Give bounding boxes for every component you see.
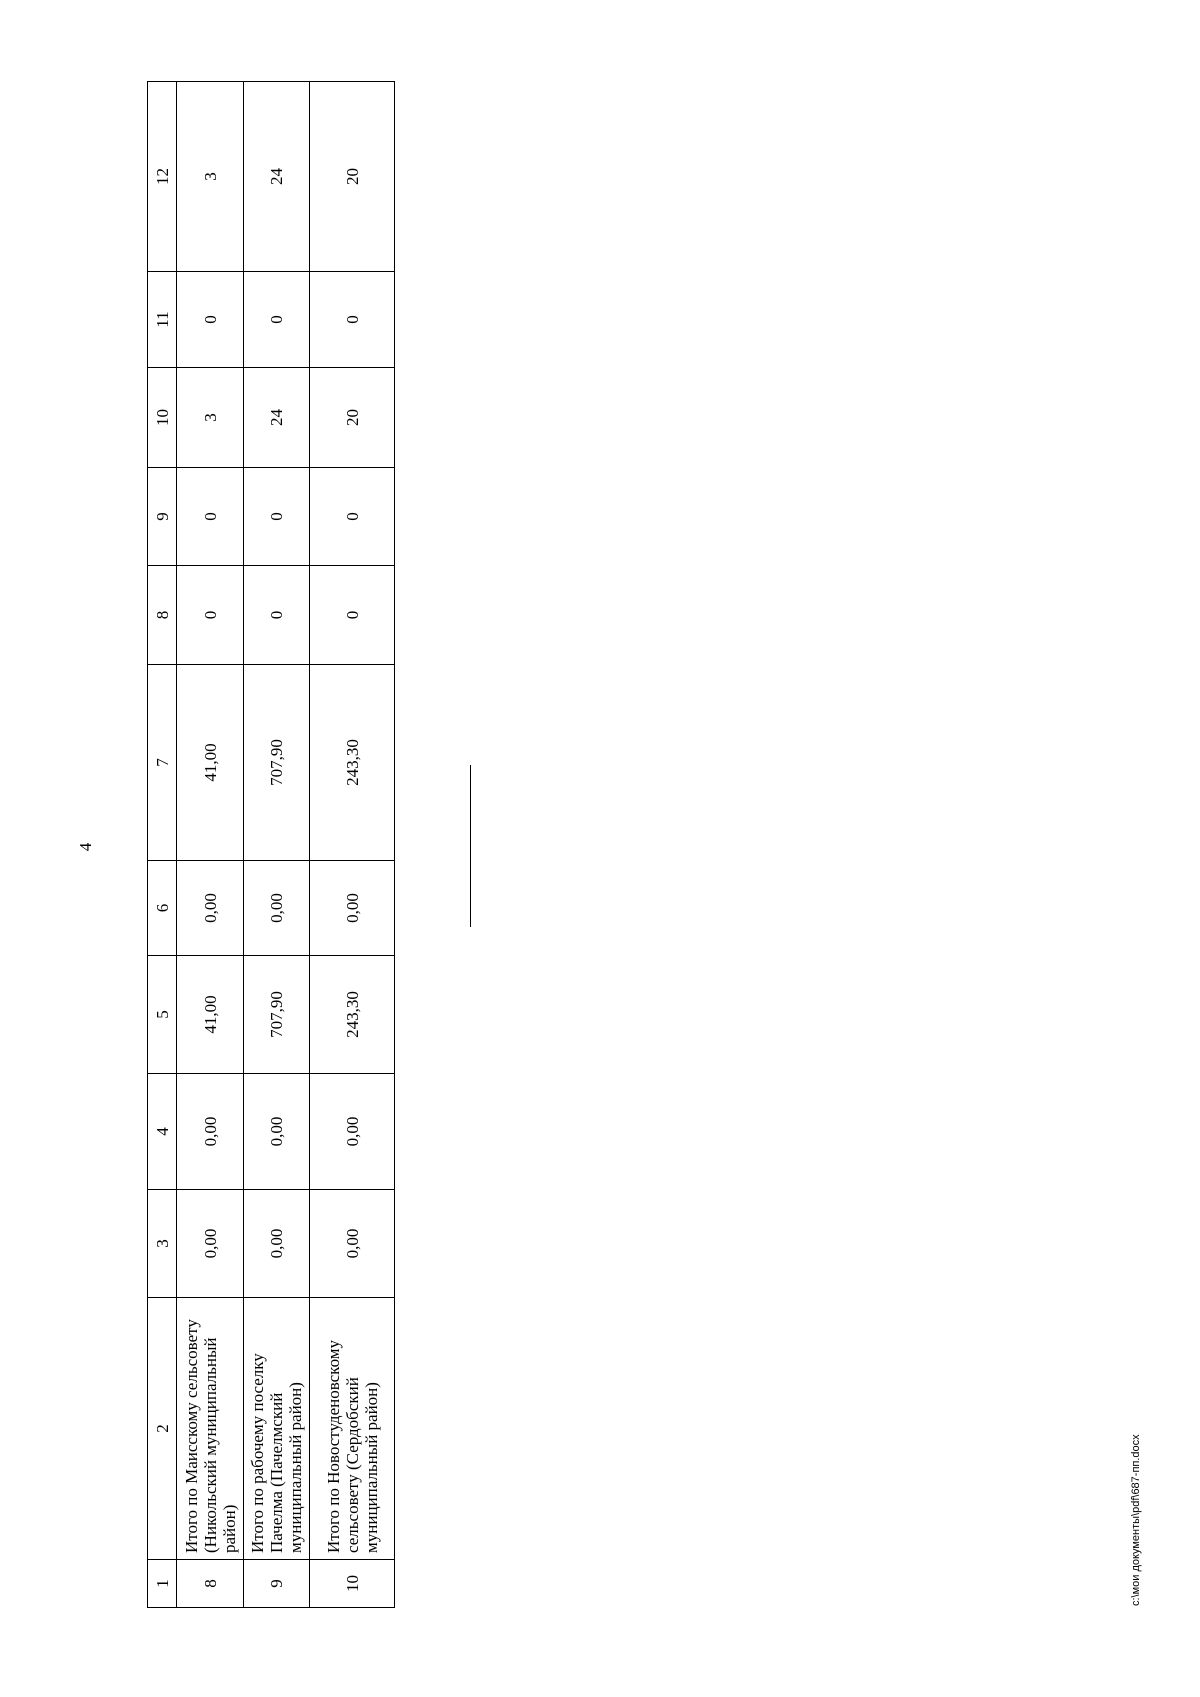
- column-header: 2: [148, 1298, 177, 1560]
- table-cell: 0: [177, 468, 244, 566]
- data-table: [147, 81, 395, 1608]
- column-header: 6: [148, 861, 177, 956]
- table-cell: 0,00: [244, 861, 310, 956]
- column-header: 9: [148, 468, 177, 566]
- table-cell: 0: [244, 468, 310, 566]
- table-cell: 0,00: [244, 1074, 310, 1190]
- table-cell: 0,00: [177, 1190, 244, 1298]
- table-cell: 0: [177, 272, 244, 368]
- row-name: Итого по Маисскому сельсовету (Никольский муниципальный район): [177, 1298, 244, 1560]
- row-name: Итого по Новостуденовскому сельсовету (Сердобский муниципальный район): [310, 1298, 395, 1560]
- table-cell: 0,00: [177, 1074, 244, 1190]
- table-cell: 0: [244, 566, 310, 665]
- table-cell: 0,00: [310, 1190, 395, 1298]
- table-cell: 0,00: [244, 1190, 310, 1298]
- table-cell: 41,00: [177, 665, 244, 861]
- table-cell: 243,30: [310, 956, 395, 1074]
- table-cell: 3: [177, 368, 244, 468]
- separator-line: [470, 765, 471, 927]
- column-header: 12: [148, 82, 177, 272]
- column-header: 7: [148, 665, 177, 861]
- table-cell: 707,90: [244, 665, 310, 861]
- table-cell: 24: [244, 82, 310, 272]
- table-row: [244, 82, 310, 1608]
- column-header: 1: [148, 1560, 177, 1608]
- table-cell: 20: [310, 368, 395, 468]
- table-row: [310, 82, 395, 1608]
- page-number: 4: [76, 842, 95, 852]
- table-cell: 0,00: [310, 861, 395, 956]
- table-cell: 24: [244, 368, 310, 468]
- row-name: Итого по рабочему поселку Пачелма (Пачелмский муниципальный район): [244, 1298, 310, 1560]
- table-cell: 243,30: [310, 665, 395, 861]
- table-cell: 0: [177, 566, 244, 665]
- table-cell: 0,00: [177, 861, 244, 956]
- row-number: 8: [177, 1560, 244, 1608]
- table-cell: 0: [244, 272, 310, 368]
- column-header: 8: [148, 566, 177, 665]
- table-cell: 20: [310, 82, 395, 272]
- column-header: 3: [148, 1190, 177, 1298]
- column-header: 4: [148, 1074, 177, 1190]
- table-cell: 0,00: [310, 1074, 395, 1190]
- table-cell: 0: [310, 272, 395, 368]
- table-cell: 41,00: [177, 956, 244, 1074]
- table-row: [177, 82, 244, 1608]
- table-cell: 0: [310, 566, 395, 665]
- table-cell: 3: [177, 82, 244, 272]
- table-cell: 707,90: [244, 956, 310, 1074]
- table-cell: 0: [310, 468, 395, 566]
- column-header: 10: [148, 368, 177, 468]
- row-number: 10: [310, 1560, 395, 1608]
- column-header: 11: [148, 272, 177, 368]
- column-header: 5: [148, 956, 177, 1074]
- footer-file-path: c:\мои документы\pdf\687-пп.docx: [1130, 1434, 1142, 1606]
- row-number: 9: [244, 1560, 310, 1608]
- table-header-row: [148, 82, 177, 1608]
